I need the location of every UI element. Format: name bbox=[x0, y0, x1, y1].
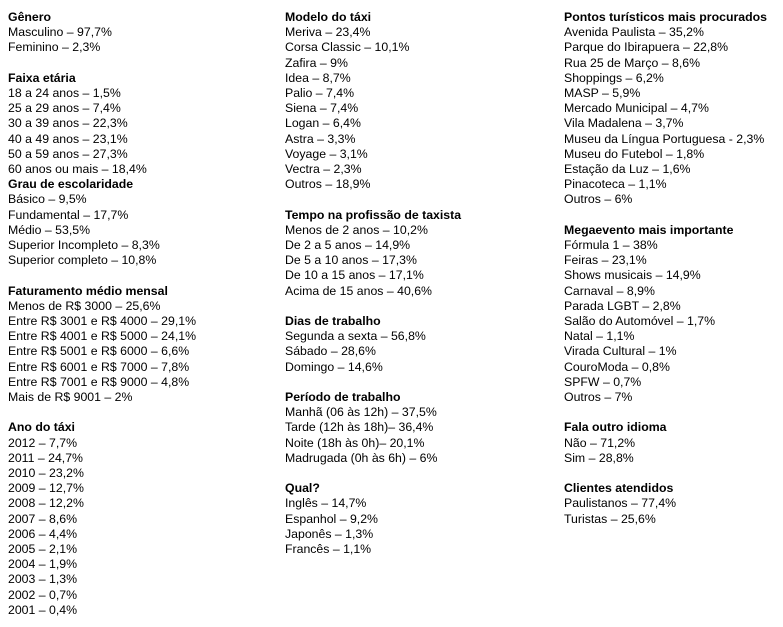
list-item: Salão do Automóvel – 1,7% bbox=[564, 314, 716, 329]
list-item: Menos de 2 anos – 10,2% bbox=[285, 222, 428, 237]
list-item: Shoppings – 6,2% bbox=[564, 70, 664, 85]
list-item: Espanhol – 9,2% bbox=[285, 511, 378, 526]
section-fala-outro-idioma bbox=[564, 420, 782, 466]
list-item: 2010 – 23,2% bbox=[8, 466, 84, 481]
list-item: Madrugada (0h às 6h) – 6% bbox=[285, 450, 438, 465]
list-item: Superior completo – 10,8% bbox=[8, 253, 157, 268]
list-item: Noite (18h às 0h)– 20,1% bbox=[285, 435, 425, 450]
section-grau-escolaridade bbox=[8, 177, 278, 268]
section-qual bbox=[285, 481, 560, 557]
section-title: Dias de trabalho bbox=[285, 314, 381, 329]
list-item: De 2 a 5 anos – 14,9% bbox=[285, 238, 411, 253]
section-dias-trabalho bbox=[285, 314, 560, 375]
list-item: Outros – 6% bbox=[564, 192, 633, 207]
list-item: Palio – 7,4% bbox=[285, 86, 355, 101]
section-title: Gênero bbox=[8, 10, 52, 24]
list-item: 2006 – 4,4% bbox=[8, 526, 78, 541]
list-item: Natal – 1,1% bbox=[564, 329, 635, 344]
section-tempo-profissao bbox=[285, 208, 560, 299]
list-item: 60 anos ou mais – 18,4% bbox=[8, 162, 147, 177]
list-item: Logan – 6,4% bbox=[285, 116, 361, 131]
list-item: Outros – 18,9% bbox=[285, 177, 371, 192]
column-2 bbox=[285, 10, 560, 557]
list-item: Avenida Paulista – 35,2% bbox=[564, 25, 704, 40]
list-item: Inglês – 14,7% bbox=[285, 496, 367, 511]
section-ano-taxi bbox=[8, 420, 278, 618]
section-title: Faturamento médio mensal bbox=[8, 283, 168, 298]
list-item: Entre R$ 5001 e R$ 6000 – 6,6% bbox=[8, 344, 190, 359]
list-item: MASP – 5,9% bbox=[564, 86, 641, 101]
list-item: Mercado Municipal – 4,7% bbox=[564, 101, 709, 116]
section-clientes-atendidos bbox=[564, 481, 782, 527]
section-title: Pontos turísticos mais procurados bbox=[564, 10, 767, 24]
list-item: Parada LGBT – 2,8% bbox=[564, 298, 681, 313]
section-faixa-etaria bbox=[8, 71, 278, 177]
section-periodo-trabalho bbox=[285, 390, 560, 466]
list-item: Corsa Classic – 10,1% bbox=[285, 40, 410, 55]
list-item: Domingo – 14,6% bbox=[285, 359, 383, 374]
list-item: 2011 – 24,7% bbox=[8, 450, 83, 465]
section-title: Clientes atendidos bbox=[564, 481, 674, 496]
list-item: Idea – 8,7% bbox=[285, 70, 351, 85]
section-genero bbox=[8, 10, 278, 56]
section-modelo-taxi bbox=[285, 10, 560, 192]
list-item: Manhã (06 às 12h) – 37,5% bbox=[285, 405, 437, 420]
list-item: Sábado – 28,6% bbox=[285, 344, 376, 359]
list-item: Sim – 28,8% bbox=[564, 450, 634, 465]
list-item: 18 a 24 anos – 1,5% bbox=[8, 86, 121, 100]
section-megaevento bbox=[564, 223, 782, 405]
column-3 bbox=[564, 10, 782, 527]
list-item: Virada Cultural – 1% bbox=[564, 344, 677, 359]
section-title: Fala outro idioma bbox=[564, 420, 667, 435]
list-item: 2004 – 1,9% bbox=[8, 557, 78, 572]
list-item: Mais de R$ 9001 – 2% bbox=[8, 390, 133, 405]
section-title: Modelo do táxi bbox=[285, 10, 372, 24]
section-title: Qual? bbox=[285, 481, 320, 496]
section-title: Período de trabalho bbox=[285, 390, 401, 405]
list-item: 2005 – 2,1% bbox=[8, 542, 78, 557]
list-item: 40 a 49 anos – 23,1% bbox=[8, 131, 128, 146]
list-item: Voyage – 3,1% bbox=[285, 146, 368, 161]
section-title: Ano do táxi bbox=[8, 420, 75, 435]
list-item: CouroModa – 0,8% bbox=[564, 359, 670, 374]
list-item: Acima de 15 anos – 40,6% bbox=[285, 283, 432, 298]
list-item: Astra – 3,3% bbox=[285, 131, 356, 146]
list-item: Museu do Futebol – 1,8% bbox=[564, 146, 705, 161]
list-item: Siena – 7,4% bbox=[285, 101, 359, 116]
list-item: Feminino – 2,3% bbox=[8, 40, 101, 55]
list-item: Menos de R$ 3000 – 25,6% bbox=[8, 298, 161, 313]
list-item: Meriva – 23,4% bbox=[285, 25, 371, 40]
list-item: Paulistanos – 77,4% bbox=[564, 496, 677, 511]
list-item: Carnaval – 8,9% bbox=[564, 283, 655, 298]
list-item: Entre R$ 3001 e R$ 4000 – 29,1% bbox=[8, 314, 197, 329]
list-item: Entre R$ 7001 e R$ 9000 – 4,8% bbox=[8, 374, 190, 389]
list-item: Entre R$ 4001 e R$ 5000 – 24,1% bbox=[8, 329, 197, 344]
list-item: 25 a 29 anos – 7,4% bbox=[8, 101, 121, 116]
list-item: Japonês – 1,3% bbox=[285, 526, 374, 541]
list-item: Fundamental – 17,7% bbox=[8, 207, 129, 222]
list-item: Francês – 1,1% bbox=[285, 542, 372, 557]
list-item: 30 a 39 anos – 22,3% bbox=[8, 116, 128, 131]
list-item: Parque do Ibirapuera – 22,8% bbox=[564, 40, 729, 55]
list-item: Superior Incompleto – 8,3% bbox=[8, 238, 160, 253]
list-item: Não – 71,2% bbox=[564, 435, 636, 450]
section-title: Grau de escolaridade bbox=[8, 177, 134, 192]
list-item: Turistas – 25,6% bbox=[564, 511, 656, 526]
list-item: Outros – 7% bbox=[564, 390, 633, 405]
list-item: Entre R$ 6001 e R$ 7000 – 7,8% bbox=[8, 359, 190, 374]
list-item: 2008 – 12,2% bbox=[8, 496, 84, 511]
list-item: Segunda a sexta – 56,8% bbox=[285, 329, 426, 344]
section-title: Faixa etária bbox=[8, 70, 76, 85]
list-item: Feiras – 23,1% bbox=[564, 253, 647, 268]
column-1 bbox=[8, 10, 278, 618]
list-item: 2009 – 12,7% bbox=[8, 481, 84, 496]
list-item: Tarde (12h às 18h)– 36,4% bbox=[285, 420, 434, 435]
list-item: Vila Madalena – 3,7% bbox=[564, 116, 684, 131]
list-item: 2002 – 0,7% bbox=[8, 587, 78, 602]
list-item: SPFW – 0,7% bbox=[564, 374, 642, 389]
section-faturamento bbox=[8, 284, 278, 406]
list-item: 2012 – 7,7% bbox=[8, 435, 78, 450]
list-item: Shows musicais – 14,9% bbox=[564, 268, 701, 283]
list-item: Pinacoteca – 1,1% bbox=[564, 177, 667, 192]
section-title: Megaevento mais importante bbox=[564, 222, 734, 237]
list-item: Estação da Luz – 1,6% bbox=[564, 162, 691, 177]
list-item: 2001 – 0,4% bbox=[8, 602, 78, 617]
list-item: Museu da Língua Portuguesa - 2,3% bbox=[564, 131, 765, 146]
list-item: 2007 – 8,6% bbox=[8, 511, 78, 526]
list-item: Médio – 53,5% bbox=[8, 222, 91, 237]
list-item: Vectra – 2,3% bbox=[285, 162, 362, 177]
list-item: 2003 – 1,3% bbox=[8, 572, 78, 587]
section-pontos-turisticos bbox=[564, 10, 782, 208]
list-item: Básico – 9,5% bbox=[8, 192, 87, 207]
list-item: Rua 25 de Março – 8,6% bbox=[564, 55, 701, 70]
section-title: Tempo na profissão de taxista bbox=[285, 207, 462, 222]
list-item: Masculino – 97,7% bbox=[8, 25, 112, 40]
list-item: 50 a 59 anos – 27,3% bbox=[8, 146, 128, 161]
list-item: De 10 a 15 anos – 17,1% bbox=[285, 268, 424, 283]
list-item: Fórmula 1 – 38% bbox=[564, 238, 658, 253]
list-item: Zafira – 9% bbox=[285, 55, 348, 70]
list-item: De 5 a 10 anos – 17,3% bbox=[285, 253, 417, 268]
